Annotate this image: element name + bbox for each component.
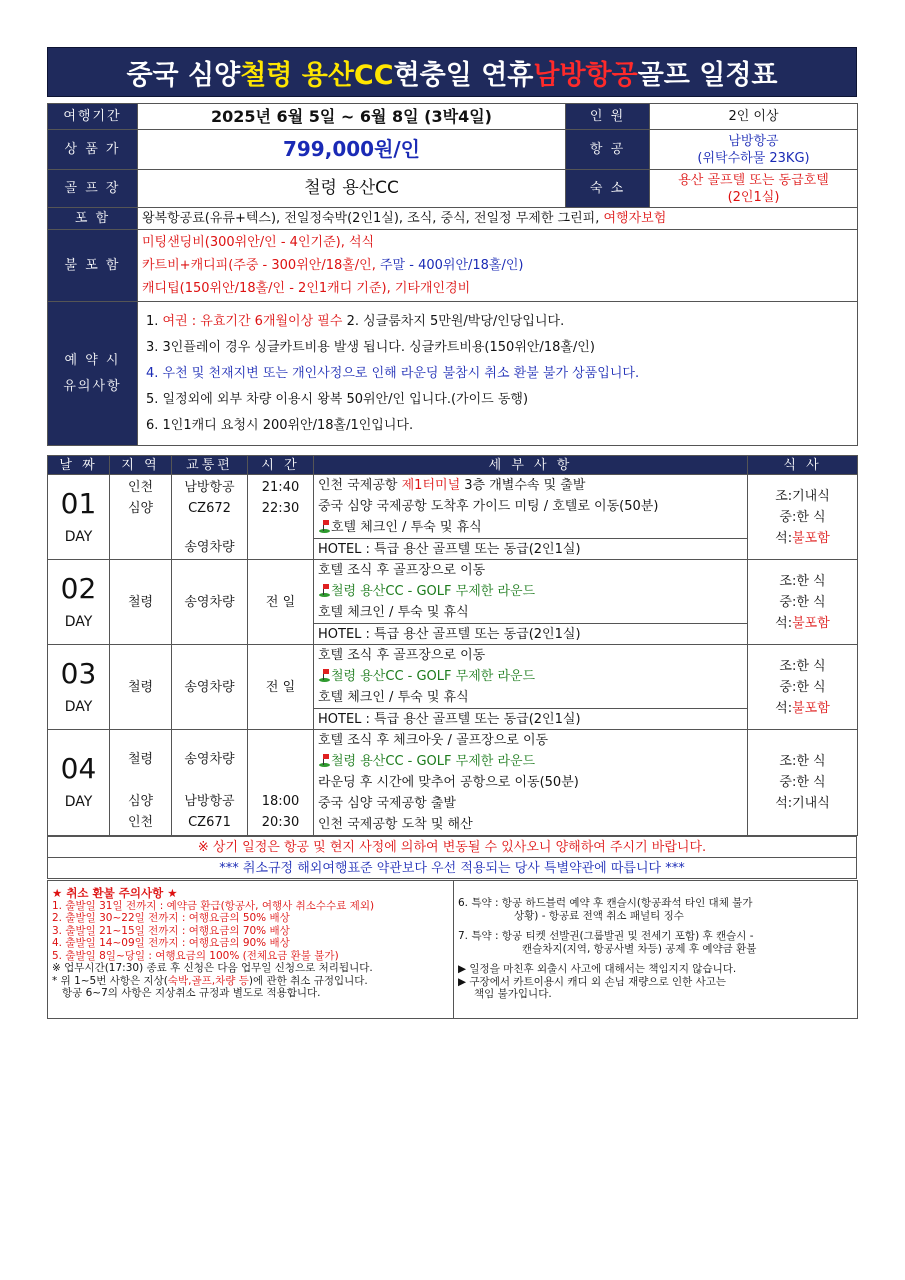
day-4-time-2: 20:30 <box>261 815 300 830</box>
day-2-region: 철령 <box>110 560 172 645</box>
airline-value <box>650 130 858 170</box>
day-1-time-2: 22:30 <box>261 501 300 516</box>
day-1-transport-3: 송영차량 <box>184 540 235 555</box>
airline-label: 항 공 <box>566 130 650 170</box>
cancel-rule-5: 5. 출발일 8일~당일 : 여행요금의 100% (전체요금 환불 불가) <box>52 949 339 962</box>
day-4-detail-1: 호텔 조식 후 체크아웃 / 골프장으로 이동 <box>318 733 549 748</box>
day-1-transport-1: 남방항공 <box>184 480 235 495</box>
day-4-lunch: 중:한 식 <box>779 775 826 790</box>
title-text-1: 중국 심양 <box>126 59 241 91</box>
cancellation-table <box>47 880 858 1019</box>
day-4-region-3: 인천 <box>127 815 154 830</box>
note-line-1 <box>146 309 853 335</box>
header-meal: 식 사 <box>748 456 858 475</box>
day-1-lunch: 중:한 식 <box>779 509 826 525</box>
day-2-dinner <box>752 613 853 634</box>
exclude-line-1: 미팅샌딩비(300위안/인 - 4인기준), 석식 <box>142 235 375 250</box>
special-9a: ▶ 구장에서 카트이용시 캐디 외 손님 재량으로 인한 사고는 <box>458 975 727 988</box>
day-2-transport: 송영차량 <box>172 560 248 645</box>
include-insurance: 여행자보험 <box>603 211 667 226</box>
title-text-5: 골프 일정표 <box>637 59 778 91</box>
day-2-detail-2 <box>318 581 743 602</box>
day-1-detail-1c: 3층 개별수속 및 출발 <box>460 478 586 493</box>
day-4-breakfast: 조:한 식 <box>779 754 826 769</box>
hotel-room: (2인1실) <box>727 189 780 205</box>
day-2-dinner-label: 석: <box>775 615 793 631</box>
day-1-time-1: 21:40 <box>261 480 300 495</box>
day-4-transport-3: CZ671 <box>188 815 231 830</box>
notice-table <box>47 836 857 879</box>
day-3-hotel: HOTEL : 특급 용산 골프텔 또는 동급(2인1실) <box>314 709 748 730</box>
day-3-dinner-label: 석: <box>775 700 793 716</box>
day-4-detail-2 <box>318 751 743 772</box>
day-1-region <box>110 475 172 560</box>
header-detail: 세 부 사 항 <box>314 456 748 475</box>
day-3-golf-text: 철령 용산CC - GOLF 무제한 라운드 <box>331 669 536 684</box>
people-label: 인 원 <box>566 104 650 130</box>
day-4-detail <box>314 730 748 836</box>
day-3-breakfast: 조:한 식 <box>779 658 826 674</box>
exclude-line-2 <box>142 254 853 277</box>
day-1-terminal: 제1터미널 <box>401 478 461 493</box>
period-label: 여행기간 <box>48 104 138 130</box>
day-3-number: 03 <box>60 656 97 690</box>
day-3-cell <box>48 645 110 730</box>
include-text: 왕복항공료(유류+텍스), 전일정숙박(2인1실), 조식, 중식, 전일정 무제한 그린피, <box>142 211 604 226</box>
day-1-transport-2: CZ672 <box>188 501 231 516</box>
day-2-number: 02 <box>60 571 97 605</box>
note-line-4: 5. 일정외에 외부 차량 이용시 왕복 50위안/인 입니다.(가이드 동행) <box>146 391 529 407</box>
hotel-value <box>650 170 858 208</box>
price-value: 799,000원/인 <box>138 130 566 170</box>
day-3-detail-2 <box>318 666 743 687</box>
schedule-table <box>47 455 858 836</box>
special-6b: 상황) - 항공료 전액 취소 패널티 징수 <box>514 909 684 922</box>
day-1-transport <box>172 475 248 560</box>
title-text-3: 현충일 연휴 <box>393 59 534 91</box>
cancel-rule-4: 4. 출발일 14~09일 전까지 : 여행요금의 90% 배상 <box>52 937 290 949</box>
day-2-detail <box>314 560 748 624</box>
hotel-label: 숙 소 <box>566 170 650 208</box>
exclude-value <box>138 230 858 302</box>
include-value <box>138 208 858 230</box>
exclude-weekday: 카트비+캐디피(주중 - 300위안/18홀/인, <box>142 258 380 273</box>
price-label: 상 품 가 <box>48 130 138 170</box>
note-1-num: 1. <box>146 313 163 329</box>
day-3-detail <box>314 645 748 709</box>
golf-flag-icon <box>318 520 331 533</box>
day-1-meal <box>748 475 858 560</box>
note-line-2: 3. 3인플레이 경우 싱글카트비용 발생 됩니다. 싱글카트비용(150위안/18홀/인) <box>146 339 595 355</box>
day-4-detail-5: 인천 국제공항 도착 및 해산 <box>318 817 473 832</box>
day-1-number: 01 <box>60 486 97 520</box>
cancel-policy-notice: *** 취소규정 해외여행표준 약관보다 우선 적용되는 당사 특별약관에 따릅니다 *** <box>48 858 857 879</box>
cancel-rule-3: 3. 출발일 21~15일 전까지 : 여행요금의 70% 배상 <box>52 924 290 937</box>
day-1-dinner-label: 석: <box>775 530 793 546</box>
note-single-room: 2. 싱글룸차지 5만원/박당/인당입니다. <box>342 313 565 329</box>
day-1-label: DAY <box>64 528 93 545</box>
cancel-rule-2: 2. 출발일 30~22일 전까지 : 여행요금의 50% 배상 <box>52 912 290 924</box>
day-1-hotel: HOTEL : 특급 용산 골프텔 또는 동급(2인1실) <box>314 539 748 560</box>
day-1-region-1: 인천 <box>127 480 154 495</box>
day-1-detail-3-text: 호텔 체크인 / 투숙 및 휴식 <box>331 520 482 535</box>
header-time: 시 간 <box>248 456 314 475</box>
day-1-detail-2: 중국 심양 국제공항 도착후 가이드 미팅 / 호텔로 이동(50분) <box>318 499 659 514</box>
notes-label-1: 예 약 시 <box>64 352 121 368</box>
day-3-region: 철령 <box>110 645 172 730</box>
day-3-meal <box>748 645 858 730</box>
day-1-time <box>248 475 314 560</box>
day-1-cell <box>48 475 110 560</box>
cancellation-rules <box>48 881 454 1019</box>
day-3-dinner <box>752 698 853 719</box>
airline-name: 남방항공 <box>728 133 779 149</box>
period-value: 2025년 6월 5일 ~ 6월 8일 (3박4일) <box>138 104 566 130</box>
day-4-region <box>110 730 172 836</box>
day-1-detail-3 <box>318 517 743 538</box>
hotel-name: 용산 골프텔 또는 동급호텔 <box>678 172 829 188</box>
exclude-label: 불 포 함 <box>48 230 138 302</box>
special-terms <box>454 881 858 1019</box>
title-banner <box>47 47 857 97</box>
day-3-dinner-value: 불포함 <box>792 700 830 716</box>
golf-flag-icon <box>318 584 331 597</box>
schedule-change-notice: ※ 상기 일정은 항공 및 현지 사정에 의하여 변동될 수 있사오니 양해하여 주시기 바랍니다. <box>48 837 857 858</box>
title-text-4: 남방항공 <box>533 59 638 91</box>
day-4-transport <box>172 730 248 836</box>
people-value: 2인 이상 <box>650 104 858 130</box>
golf-flag-icon <box>318 669 331 682</box>
include-label: 포 함 <box>48 208 138 230</box>
day-4-region-2: 심양 <box>127 794 154 809</box>
day-4-detail-3: 라운딩 후 시간에 맞추어 공항으로 이동(50분) <box>318 775 579 790</box>
info-table <box>47 103 858 446</box>
day-4-number: 04 <box>60 752 97 785</box>
cancel-rule-1: 1. 출발일 31일 전까지 : 예약금 환급(항공사, 여행사 취소수수료 제외) <box>52 899 375 912</box>
cancel-rule-6: ※ 업무시간(17:30) 종료 후 신청은 다음 업무일 신청으로 처리됩니다. <box>52 962 373 974</box>
day-3-detail-1: 호텔 조식 후 골프장으로 이동 <box>318 648 486 663</box>
special-7b: 캔슬차지(지역, 항공사별 차등) 공제 후 예약금 환불 <box>522 942 757 955</box>
day-3-detail-3: 호텔 체크인 / 투숙 및 휴식 <box>318 690 469 705</box>
notes-value <box>138 302 858 446</box>
day-1-breakfast: 조:기내식 <box>775 488 830 504</box>
day-4-cell <box>48 730 110 836</box>
day-4-time <box>248 730 314 836</box>
day-2-breakfast: 조:한 식 <box>779 573 826 589</box>
day-3-label: DAY <box>64 698 93 715</box>
day-4-region-1: 철령 <box>127 752 154 767</box>
day-2-dinner-value: 불포함 <box>792 615 830 631</box>
day-2-detail-1: 호텔 조식 후 골프장으로 이동 <box>318 563 486 578</box>
cancel-rule-7a: * 위 1~5번 사항은 지상( <box>52 974 168 987</box>
exclude-line-3: 캐디팁(150위안/18홀/인 - 2인1캐디 기준), 기타개인경비 <box>142 281 471 296</box>
day-4-transport-1: 송영차량 <box>184 752 235 767</box>
special-6a: 6. 특약 : 항공 하드블럭 예약 후 캔슬시(항공좌석 타인 대체 불가 <box>458 897 753 909</box>
header-region: 지 역 <box>110 456 172 475</box>
day-4-golf-text: 철령 용산CC - GOLF 무제한 라운드 <box>331 754 536 769</box>
day-2-detail-3: 호텔 체크인 / 투숙 및 휴식 <box>318 605 469 620</box>
day-1-detail-1 <box>318 475 743 496</box>
note-passport: 여권 : 유효기간 6개월이상 필수 <box>162 313 343 329</box>
note-line-5: 6. 1인1캐디 요청시 200위안/18홀/1인입니다. <box>146 417 414 433</box>
cancel-title: ★ 취소 환불 주의사항 ★ <box>52 886 178 900</box>
notes-label <box>48 302 138 446</box>
day-2-meal <box>748 560 858 645</box>
day-3-transport: 송영차량 <box>172 645 248 730</box>
cancel-rule-7 <box>52 975 449 988</box>
day-4-transport-2: 남방항공 <box>184 794 235 809</box>
day-2-cell <box>48 560 110 645</box>
day-4-time-1: 18:00 <box>261 794 300 809</box>
day-1-detail <box>314 475 748 539</box>
day-1-detail-1a: 인천 국제공항 <box>318 478 402 493</box>
special-9b: 책임 불가입니다. <box>474 988 552 1000</box>
day-2-time: 전 일 <box>248 560 314 645</box>
day-4-meal <box>748 730 858 836</box>
header-transport: 교통편 <box>172 456 248 475</box>
special-8: ▶ 일정을 마친후 외출시 사고에 대해서는 책임지지 않습니다. <box>458 963 737 975</box>
exclude-weekend: 주말 - 400위안/18홀/인) <box>380 258 524 273</box>
day-3-lunch: 중:한 식 <box>779 679 826 695</box>
header-date: 날 짜 <box>48 456 110 475</box>
note-line-3: 4. 우천 및 천재지변 또는 개인사정으로 인해 라운딩 불참시 취소 환불 불가 상품입니다. <box>146 365 640 381</box>
day-1-region-2: 심양 <box>127 501 154 516</box>
airline-baggage: (위탁수하물 23KG) <box>697 150 810 166</box>
day-1-dinner-value: 불포함 <box>792 530 830 546</box>
cancel-rule-8: 항공 6~7의 사항은 지상취소 규정과 별도로 적용합니다. <box>62 987 321 999</box>
day-2-golf-text: 철령 용산CC - GOLF 무제한 라운드 <box>331 584 536 599</box>
cancel-rule-7c: )에 관한 취소 규정입니다. <box>248 974 368 987</box>
day-4-label: DAY <box>64 794 93 810</box>
title-text-2: 철령 용산CC <box>240 59 394 91</box>
day-2-lunch: 중:한 식 <box>779 594 826 610</box>
cancel-rule-7b: 숙박,골프,차량 등 <box>167 974 249 987</box>
golf-flag-icon <box>318 754 331 767</box>
course-label: 골 프 장 <box>48 170 138 208</box>
day-4-dinner: 석:기내식 <box>775 796 830 811</box>
day-1-dinner <box>752 528 853 549</box>
day-4-detail-4: 중국 심양 국제공항 출발 <box>318 796 456 811</box>
day-2-label: DAY <box>64 613 93 630</box>
course-value: 철령 용산CC <box>138 170 566 208</box>
day-2-hotel: HOTEL : 특급 용산 골프텔 또는 동급(2인1실) <box>314 624 748 645</box>
special-7a: 7. 특약 : 항공 티켓 선발권(그룹발권 및 전세기 포함) 후 캔슬시 - <box>458 930 754 942</box>
day-3-time: 전 일 <box>248 645 314 730</box>
notes-label-2: 유의사항 <box>63 378 122 394</box>
